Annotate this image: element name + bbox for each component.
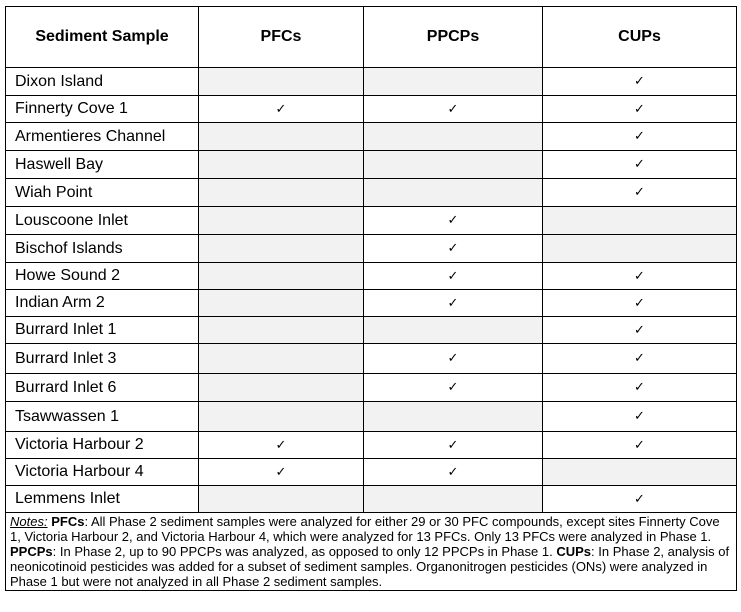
- ppcps-cell: [364, 374, 543, 402]
- cups-cell: [543, 235, 737, 263]
- ppcps-cell: [364, 402, 543, 432]
- cups-cell: [543, 96, 737, 123]
- ppcps-cell: [364, 151, 543, 179]
- site-name-cell: Dixon Island: [6, 68, 199, 96]
- ppcps-cell: [364, 96, 543, 123]
- header-sediment-sample: Sediment Sample: [6, 7, 199, 68]
- pfcs-cell: [199, 263, 364, 290]
- header-ppcps: PPCPs: [364, 7, 543, 68]
- checkmark-icon: ✓: [634, 409, 645, 424]
- header-cups: CUPs: [543, 7, 737, 68]
- checkmark-icon: ✓: [634, 129, 645, 144]
- table-row: [6, 96, 737, 123]
- checkmark-icon: ✓: [634, 74, 645, 89]
- pfcs-cell: [199, 123, 364, 151]
- checkmark-icon: ✓: [634, 437, 645, 453]
- table-row: [6, 432, 737, 459]
- notes-cell: [6, 513, 737, 591]
- checkmark-icon: ✓: [447, 268, 459, 284]
- checkmark-icon: ✓: [447, 380, 459, 395]
- checkmark-icon: ✓: [447, 351, 459, 366]
- site-name-cell: Lemmens Inlet: [6, 486, 199, 513]
- checkmark-icon: ✓: [634, 185, 645, 200]
- ppcps-cell: [364, 123, 543, 151]
- ppcps-cell: [364, 344, 543, 374]
- site-name-cell: Victoria Harbour 4: [6, 459, 199, 486]
- checkmark-icon: ✓: [447, 437, 459, 453]
- checkmark-icon: ✓: [275, 437, 287, 453]
- table-body: [6, 68, 737, 513]
- cups-cell: [543, 68, 737, 96]
- table-row: [6, 459, 737, 486]
- cups-cell: [543, 263, 737, 290]
- table-row: [6, 486, 737, 513]
- table-row: [6, 344, 737, 374]
- checkmark-icon: ✓: [275, 101, 287, 117]
- table-row: [6, 402, 737, 432]
- table-row: [6, 179, 737, 207]
- header-pfcs: PFCs: [199, 7, 364, 68]
- cups-cell: [543, 486, 737, 513]
- cups-cell: [543, 151, 737, 179]
- cups-cell: [543, 344, 737, 374]
- table-row: [6, 235, 737, 263]
- checkmark-icon: ✓: [447, 295, 459, 311]
- cups-cell: [543, 317, 737, 344]
- table-row: [6, 374, 737, 402]
- sediment-sample-table-container: [5, 6, 737, 591]
- cups-cell: [543, 374, 737, 402]
- checkmark-icon: ✓: [634, 380, 645, 395]
- checkmark-icon: ✓: [447, 241, 459, 256]
- cups-cell: [543, 432, 737, 459]
- pfcs-cell: [199, 207, 364, 235]
- cups-cell: [543, 207, 737, 235]
- checkmark-icon: ✓: [634, 491, 645, 507]
- pfcs-cell: [199, 374, 364, 402]
- pfcs-cell: [199, 344, 364, 374]
- pfcs-cell: [199, 486, 364, 513]
- cups-cell: [543, 179, 737, 207]
- pfcs-cell: [199, 317, 364, 344]
- header-row: [6, 7, 737, 68]
- site-name-cell: Armentieres Channel: [6, 123, 199, 151]
- site-name-cell: Bischof Islands: [6, 235, 199, 263]
- table-row: [6, 123, 737, 151]
- ppcps-cell: [364, 432, 543, 459]
- sediment-sample-table: [5, 6, 737, 591]
- pfcs-cell: [199, 432, 364, 459]
- notes-ppcp-label: PPCPs: [10, 544, 53, 559]
- pfcs-cell: [199, 402, 364, 432]
- cups-cell: [543, 290, 737, 317]
- ppcps-cell: [364, 317, 543, 344]
- site-name-cell: Wiah Point: [6, 179, 199, 207]
- checkmark-icon: ✓: [447, 213, 459, 228]
- table-row: [6, 68, 737, 96]
- notes-cup-text: : In Phase 2, analysis of neonicotinoid pesticides was added for a subset of sediment samples. Organonitrogen pesticides (ONs) were analyzed in Phase 1 but were not analyzed in all Phase 2 sediment samples.: [10, 544, 730, 589]
- checkmark-icon: ✓: [275, 464, 287, 480]
- table-row: [6, 207, 737, 235]
- checkmark-icon: ✓: [634, 101, 645, 117]
- checkmark-icon: ✓: [634, 295, 645, 311]
- pfcs-cell: [199, 151, 364, 179]
- site-name-cell: Victoria Harbour 2: [6, 432, 199, 459]
- site-name-cell: Finnerty Cove 1: [6, 96, 199, 123]
- ppcps-cell: [364, 68, 543, 96]
- ppcps-cell: [364, 235, 543, 263]
- site-name-cell: Haswell Bay: [6, 151, 199, 179]
- site-name-cell: Burrard Inlet 3: [6, 344, 199, 374]
- cups-cell: [543, 123, 737, 151]
- pfcs-cell: [199, 459, 364, 486]
- ppcps-cell: [364, 263, 543, 290]
- site-name-cell: Tsawwassen 1: [6, 402, 199, 432]
- site-name-cell: Louscoone Inlet: [6, 207, 199, 235]
- notes-ppcp-text: : In Phase 2, up to 90 PPCPs was analyzed, as opposed to only 12 PPCPs in Phase 1.: [52, 544, 553, 559]
- notes-row: [6, 513, 737, 591]
- checkmark-icon: ✓: [634, 268, 645, 284]
- cups-cell: [543, 402, 737, 432]
- checkmark-icon: ✓: [634, 322, 645, 338]
- notes-pfc-label: PFCs: [51, 514, 85, 529]
- cups-cell: [543, 459, 737, 486]
- pfcs-cell: [199, 179, 364, 207]
- table-row: [6, 263, 737, 290]
- checkmark-icon: ✓: [634, 157, 645, 172]
- checkmark-icon: ✓: [447, 101, 459, 117]
- notes-cup-label: CUPs: [556, 544, 592, 559]
- table-row: [6, 290, 737, 317]
- site-name-cell: Burrard Inlet 1: [6, 317, 199, 344]
- checkmark-icon: ✓: [447, 464, 459, 480]
- ppcps-cell: [364, 179, 543, 207]
- site-name-cell: Burrard Inlet 6: [6, 374, 199, 402]
- site-name-cell: Indian Arm 2: [6, 290, 199, 317]
- pfcs-cell: [199, 96, 364, 123]
- checkmark-icon: ✓: [634, 351, 645, 366]
- pfcs-cell: [199, 290, 364, 317]
- ppcps-cell: [364, 486, 543, 513]
- table-row: [6, 151, 737, 179]
- notes-pfc-text: : All Phase 2 sediment samples were analyzed for either 29 or 30 PFC compounds, except sites Finnerty Cove 1, Victoria Harbour 2, and Victoria Harbour 4, which were analyzed for 13 PFCs. Only 13 PFCs were analyzed in Phase 1.: [10, 514, 720, 544]
- table-row: [6, 317, 737, 344]
- notes-label: Notes:: [10, 514, 48, 529]
- site-name-cell: Howe Sound 2: [6, 263, 199, 290]
- ppcps-cell: [364, 207, 543, 235]
- ppcps-cell: [364, 459, 543, 486]
- pfcs-cell: [199, 68, 364, 96]
- ppcps-cell: [364, 290, 543, 317]
- pfcs-cell: [199, 235, 364, 263]
